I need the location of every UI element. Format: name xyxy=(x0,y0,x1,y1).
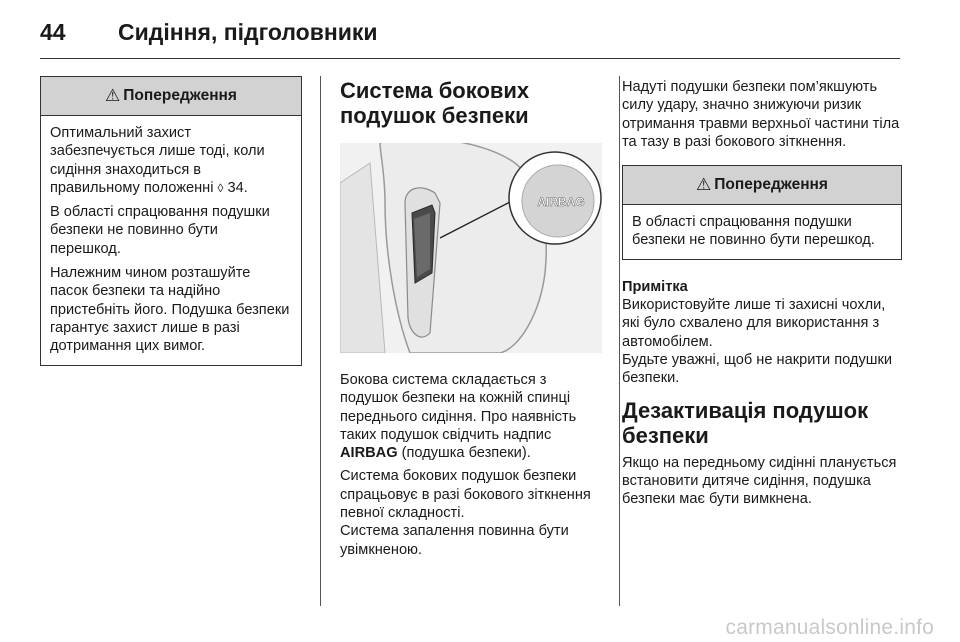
chapter-title: Сидіння, підголовники xyxy=(118,18,378,45)
warning-title: Попередження xyxy=(123,86,237,104)
paragraph: Надуті подушки безпеки пом’якшують силу удару, значно знижуючи ризик отримання травми верхньої частини тіла та тазу в разі бокового зіткнення. xyxy=(622,79,900,150)
section-title: Дезактивація подушок безпеки xyxy=(622,397,869,448)
note-text: Використовуйте лише ті захисні чохли, які було схвалено для використання з автомобілем. xyxy=(622,297,886,350)
note-title: Примітка xyxy=(622,278,688,295)
column-divider-1 xyxy=(320,76,321,606)
warning-paragraph: Оптимальний захист забезпечується лише тоді, коли сидіння знаходиться в правильному положенні ◊ 34. xyxy=(50,125,265,196)
airbag-label-text: AIRBAG xyxy=(340,445,398,462)
column-divider-2 xyxy=(619,76,620,606)
paragraph: Бокова система складається з подушок безпеки на кожній спинці переднього сидіння. Про наявність таких подушок свідчить надпис AIRBAG (подушка безпеки). xyxy=(340,372,577,462)
column-left xyxy=(40,76,302,366)
paragraph: Система бокових подушок безпеки спрацьовує в разі бокового зіткнення певної складності. xyxy=(340,468,591,522)
warning-paragraph: В області спрацювання подушки безпеки не повинно бути перешкод. xyxy=(632,214,875,249)
warning-triangle-icon: ⚠ xyxy=(105,85,121,105)
note xyxy=(622,278,902,388)
section-title: Система бокових подушок безпеки xyxy=(340,78,530,128)
paragraph: Система запалення повинна бути увімкненою. xyxy=(340,523,569,558)
seat-airbag-illustration xyxy=(340,143,602,353)
watermark: carmanualsonline.info xyxy=(725,616,934,639)
column-right xyxy=(622,78,902,513)
warning-header xyxy=(623,166,901,205)
warning-paragraph: В області спрацювання подушки безпеки не повинно бути перешкод. xyxy=(50,204,270,257)
note-text: Будьте уважні, щоб не накрити подушки безпеки. xyxy=(622,351,892,387)
warning-title: Попередження xyxy=(714,176,828,194)
page-reference[interactable]: 34. xyxy=(227,179,248,196)
warning-header xyxy=(41,77,301,116)
airbag-label: AIRBAG xyxy=(537,195,585,209)
warning-triangle-icon: ⚠ xyxy=(696,175,712,195)
page-reference-icon: ◊ xyxy=(217,180,224,195)
column-middle xyxy=(340,78,602,564)
warning-box xyxy=(622,165,902,260)
warning-body xyxy=(41,116,301,365)
warning-box xyxy=(40,76,302,366)
header-rule xyxy=(40,58,900,59)
page-number: 44 xyxy=(40,18,66,45)
seat-airbag-figure xyxy=(340,143,602,353)
page-header xyxy=(40,12,378,52)
warning-body xyxy=(623,205,901,259)
paragraph: Якщо на передньому сидінні планується встановити дитяче сидіння, подушка безпеки має бути вимкнена. xyxy=(622,454,897,508)
warning-paragraph: Належним чином розташуйте пасок безпеки та надійно пристебніть його. Подушка безпеки гарантує захист лише в разі дотримання цих вимог. xyxy=(50,265,290,355)
